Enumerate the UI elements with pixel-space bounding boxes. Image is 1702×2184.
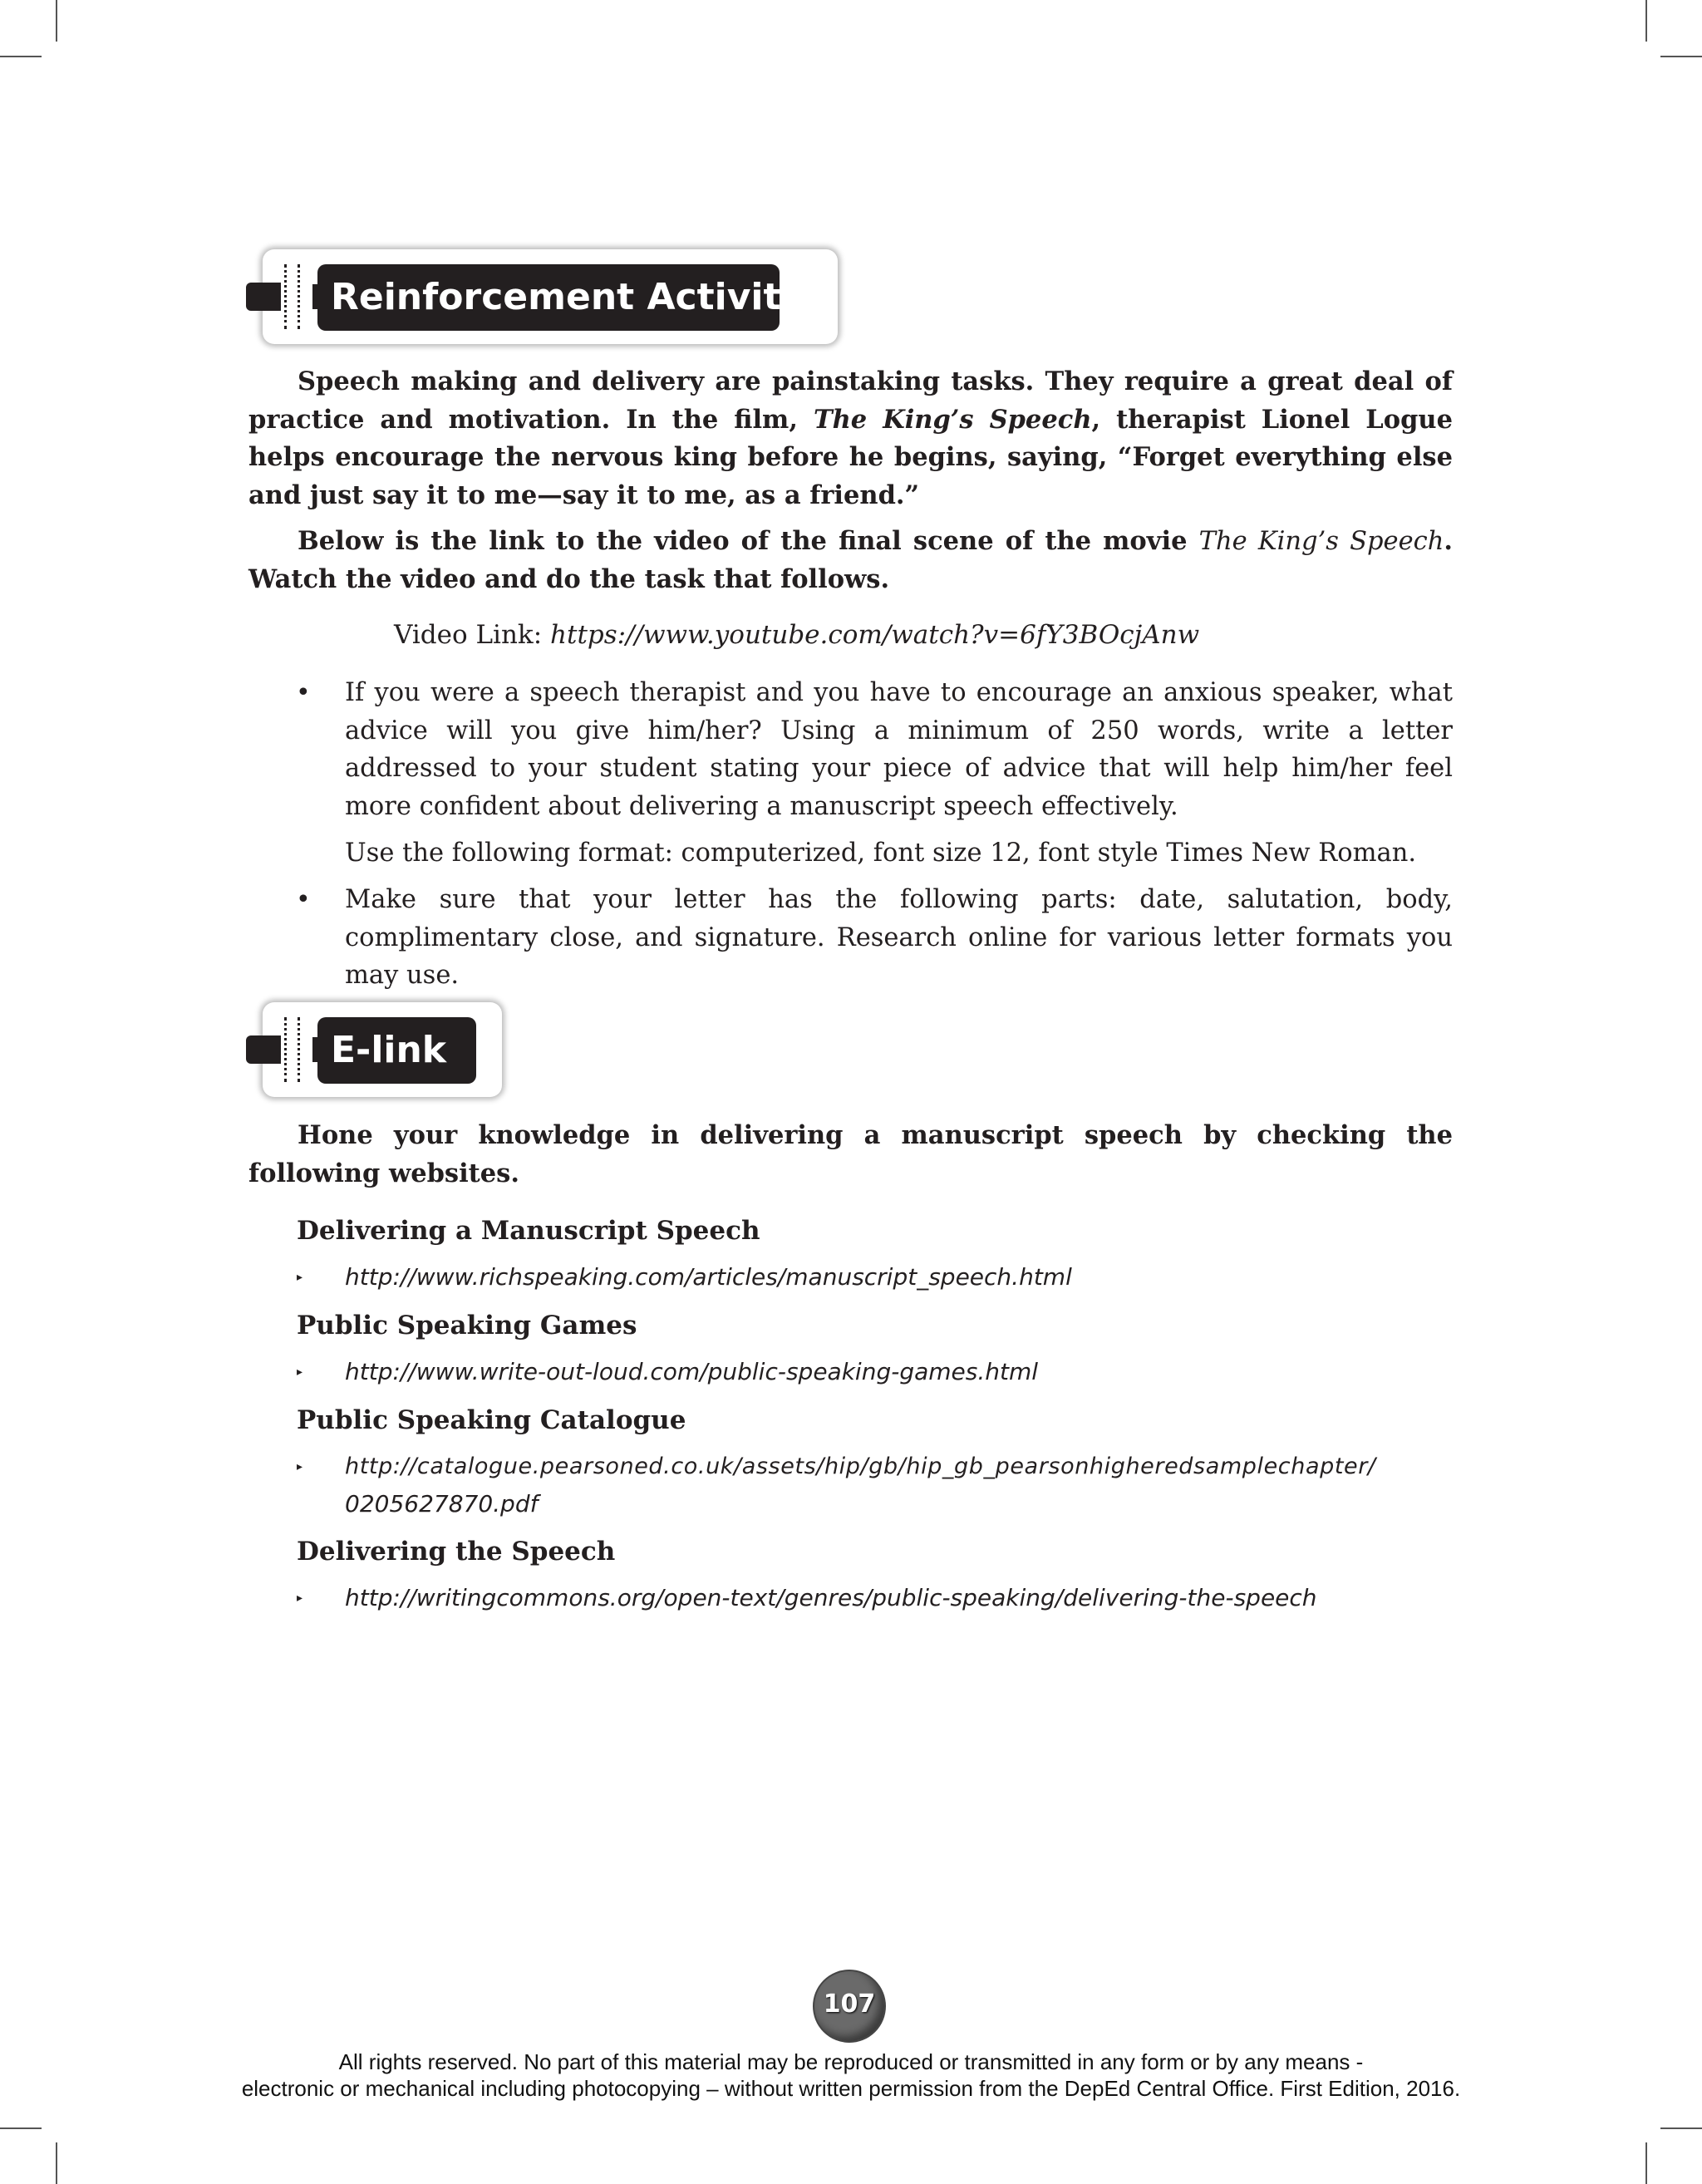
website-url[interactable]: http://www.richspeaking.com/articles/manuscript_speech.html [345, 1263, 1072, 1291]
paragraph-video-instructions [248, 523, 1453, 598]
section-title: Reinforcement Activity [317, 264, 780, 331]
paragraph-text: Speech making and delivery are painstaking tasks. They require a great deal of practice and motivation. In the film, [248, 366, 1453, 435]
bullet-item: If you were a speech therapist and you have to encourage an anxious speaker, what advice will you give him/her? Using a minimum of 250 words, write a letter addressed to your student stating your piece of advice that will help him/her feel more confident about delivering a manuscript speech effectively. [345, 678, 1453, 821]
header-tab [246, 1035, 281, 1064]
header-dots [298, 1017, 300, 1082]
crop-mark [1645, 0, 1647, 42]
crop-mark [0, 56, 42, 57]
footer-line: electronic or mechanical including photocopying – without written permission from the DepEd Central Office. First Edition, 2016. [241, 2076, 1461, 2101]
paragraph-text: Hone your knowledge in delivering a manuscript speech by checking the following websites. [248, 1120, 1453, 1188]
bullet-item: Make sure that your letter has the following parts: date, salutation, body, complimentary close, and signature. Research online for various letter formats you may use. [345, 885, 1453, 990]
video-link [394, 616, 1199, 654]
website-title: Public Speaking Games [297, 1311, 637, 1340]
website-url[interactable]: http://catalogue.pearsoned.co.uk/assets/hip/gb/hip_gb_pearsonhigheredsamplechapter/ [345, 1454, 1376, 1479]
video-link-label: Video Link: [394, 620, 551, 650]
website-title: Delivering the Speech [297, 1537, 616, 1567]
website-url-continued[interactable]: 0205627870.pdf [345, 1490, 539, 1517]
website-url[interactable]: http://writingcommons.org/open-text/genres/public-speaking/delivering-the-speech [345, 1584, 1317, 1611]
crop-mark [56, 2142, 57, 2184]
website-title: Delivering a Manuscript Speech [297, 1216, 760, 1246]
arrow-bullet-icon: ▸ [297, 1460, 303, 1473]
crop-mark [1645, 2142, 1647, 2184]
section-title: E-link [317, 1017, 476, 1084]
bullet-icon: • [296, 678, 311, 707]
crop-mark [56, 0, 57, 42]
arrow-bullet-icon: ▸ [297, 1365, 303, 1379]
paragraph-text: Below is the link to the video of the final scene of the movie [298, 526, 1199, 556]
format-note: Use the following format: computerized, font size 12, font style Times New Roman. [345, 839, 1417, 868]
film-title: The King’s Speech [1198, 527, 1444, 556]
paragraph-intro [248, 363, 1453, 514]
website-url[interactable]: http://www.write-out-loud.com/public-speaking-games.html [345, 1358, 1039, 1385]
crop-mark [1660, 2127, 1702, 2129]
website-title: Public Speaking Catalogue [297, 1405, 686, 1435]
crop-mark [0, 2127, 42, 2129]
header-dots [284, 264, 287, 329]
bullet-icon: • [296, 885, 311, 914]
header-tab [246, 283, 281, 311]
paragraph-text: , therapist Lionel Logue helps encourage the nervous king before he begins, saying, “Forget everything else and just say it to me—say it to me, as a friend.” [248, 404, 1453, 510]
arrow-bullet-icon: ▸ [297, 1591, 303, 1605]
crop-mark [1660, 56, 1702, 57]
video-link-url[interactable]: https://www.youtube.com/watch?v=6fY3BOcjAnw [550, 620, 1200, 650]
e-link-intro [248, 1117, 1453, 1193]
footer-line: All rights reserved. No part of this material may be reproduced or transmitted in any form or by any means - [338, 2049, 1364, 2074]
film-title: The King’s Speech [813, 404, 1092, 435]
header-dots [298, 264, 300, 329]
header-dots [284, 1017, 287, 1082]
page-number: 107 [823, 1990, 876, 2019]
arrow-bullet-icon: ▸ [297, 1271, 303, 1284]
paragraph-text: . Watch the video and do the task that follows. [248, 526, 1453, 594]
